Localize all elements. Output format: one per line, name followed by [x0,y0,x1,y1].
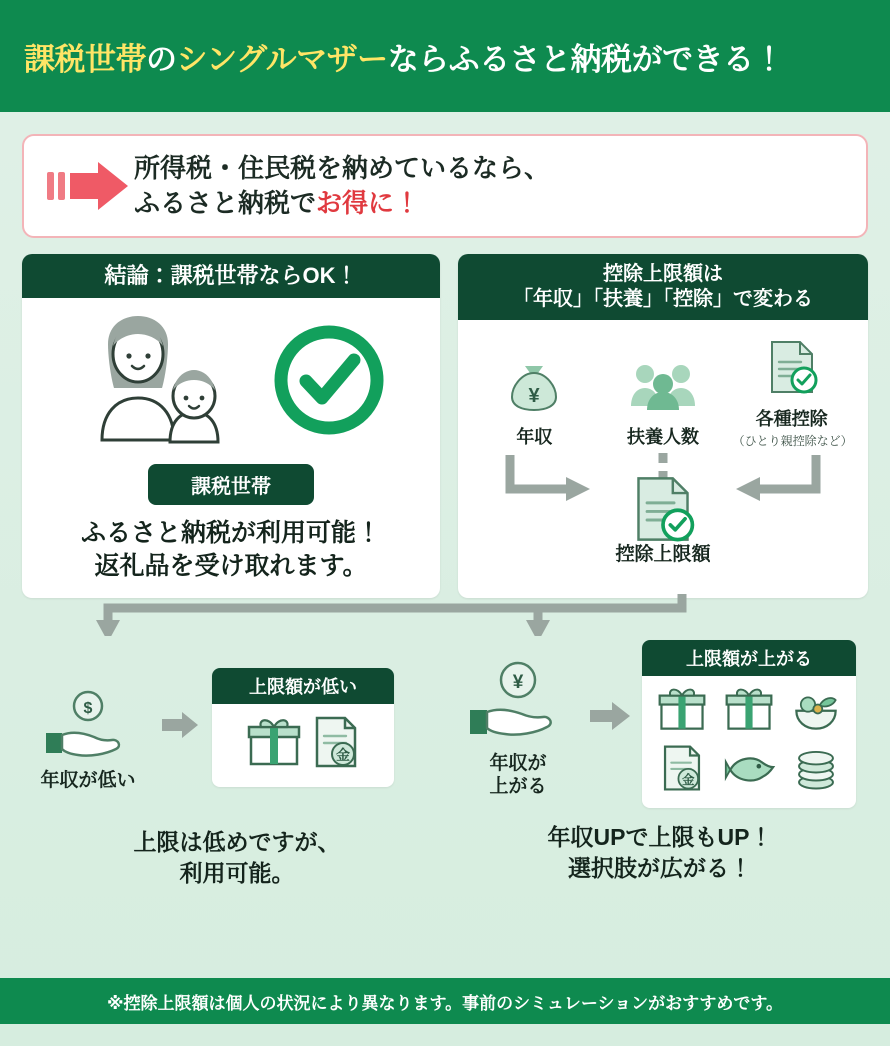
fish-icon [722,743,776,798]
page-title-highlight-1: 課税世帯 [24,41,146,77]
high-income-caption [452,822,868,884]
panel-conclusion [22,254,440,598]
factors-row [470,336,856,449]
svg-text:金: 金 [681,773,695,788]
page-header [0,0,890,112]
mother-and-child-icon [74,310,244,455]
factor-dependents [604,354,722,449]
factor-income [475,354,593,449]
low-income-hand [28,689,148,793]
page-title-plain-1: の [146,41,177,77]
money-bag-icon [503,385,565,420]
callout-box [22,134,868,238]
family-icon [626,403,700,420]
high-limit-card [642,640,856,808]
panel-deduction-limit-body [458,320,868,580]
low-income-hand-label: 年収が低い [40,769,136,791]
bottom-row [22,634,868,889]
branching-arrows-icon [22,594,868,636]
low-income-flow [22,668,452,813]
panel-conclusion-caption-line-2: 返礼品を受け取れます。 [94,552,368,581]
panel-conclusion-heading: 結論：課税世帯ならOK！ [22,254,440,298]
high-limit-card-heading: 上限額が上がる [642,640,856,676]
factor-deductions-sublabel: （ひとり親控除など） [732,434,853,448]
high-income-caption-line-1: 年収UPで上限もUP！ [547,824,773,850]
svg-text:金: 金 [336,747,350,763]
document-money-icon [311,714,361,775]
document-check-icon [624,534,702,551]
right-arrow-icon [42,160,134,212]
deduction-limit-result-label: 控除上限額 [615,544,711,565]
high-limit-card-body [642,676,856,808]
callout-line-2-plain: ふるさと納税で [134,188,317,218]
taxed-household-badge: 課税世帯 [148,464,314,505]
panel-deduction-heading-line-1: 控除上限額は [603,263,723,285]
gift-icon [722,684,776,739]
deduction-limit-result-icon-wrap [624,471,702,552]
callout-text [134,151,550,221]
footer-note-bar [0,978,890,1024]
coins-icon [789,743,843,798]
high-income-hand-label-line-2: 上がる [489,775,547,797]
panel-deduction-limit-heading [458,254,868,320]
svg-text:¥: ¥ [512,672,524,693]
right-arrow-icon [588,700,632,737]
low-income-caption-line-1: 上限は低めですが、 [133,829,341,855]
high-income-hand [458,660,578,799]
main-content [0,134,890,1046]
callout-line-2 [134,186,550,221]
gift-icon [655,684,709,739]
hand-yen-icon [466,672,570,750]
document-check-icon [762,385,822,402]
factor-deductions-label: 各種控除 [755,409,828,429]
food-bowl-icon [789,684,843,739]
svg-text:¥: ¥ [528,385,540,407]
panel-conclusion-caption-line-1: ふるさと納税が利用可能！ [80,518,381,547]
low-limit-card [212,668,394,787]
panel-deduction-heading-line-2: 「年収」「扶養」「控除」で変わる [513,288,813,310]
low-limit-card-body [212,704,394,787]
callout-line-1: 所得税・住民税を納めているなら、 [134,152,551,183]
high-income-hand-label-line-1: 年収が [489,753,547,774]
flow-connector [22,598,868,632]
low-income-caption [22,827,452,889]
factor-income-label: 年収 [516,427,553,447]
panel-conclusion-body [22,298,440,599]
panel-conclusion-illustration [34,308,428,458]
panel-deduction-limit [458,254,868,598]
panel-conclusion-caption [34,517,428,585]
footer-note: ※控除上限額は個人の状況により異なります。事前のシミュレーションがおすすめです。 [107,993,783,1013]
low-income-branch [22,634,452,889]
factor-dependents-label: 扶養人数 [626,427,699,447]
low-limit-card-heading: 上限額が低い [212,668,394,704]
panels-row [22,254,868,598]
page-title-highlight-2: シングルマザー [176,41,388,77]
low-income-caption-line-2: 利用可能。 [179,860,295,887]
gift-icon [245,714,303,775]
page-title-plain-2: ならふるさと納税ができる！ [387,41,785,77]
page-title [24,34,784,79]
high-income-flow [452,634,868,808]
callout-line-2-emphasis: お得に！ [316,188,421,218]
right-arrow-icon [160,710,200,745]
svg-text:$: $ [83,699,93,717]
factors-arrows [470,451,856,543]
high-income-branch [452,634,868,889]
factor-deductions [733,336,851,449]
document-money-icon [657,743,707,798]
high-income-hand-label [458,753,578,799]
hand-coin-icon [40,699,136,767]
check-circle-icon [270,321,388,444]
high-income-caption-line-2: 選択肢が広がる！ [568,855,752,882]
